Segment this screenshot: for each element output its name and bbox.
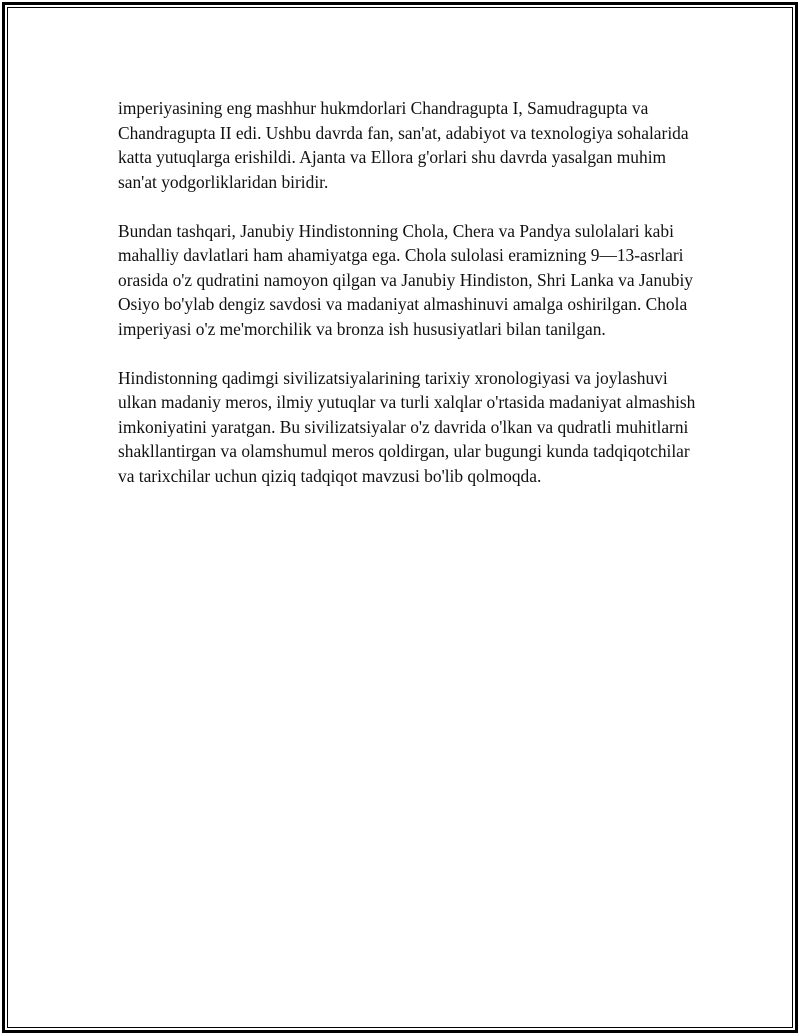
document-body xyxy=(118,96,708,513)
document-page xyxy=(2,2,798,1033)
paragraph-3: Hindistonning qadimgi sivilizatsiyalarining tarixiy xronologiyasi va joylashuvi ulkan madaniy meros, ilmiy yutuqlar va turli xalqlar o'rtasida madaniyat almashish imkoniyatini yaratgan. Bu sivilizatsiyalar o'z davrida o'lkan va qudratli muhitlarni shakllantirgan va olamshumul meros qoldirgan, ular bugungi kunda tadqiqotchilar va tarixchilar uchun qiziq tadqiqot mavzusi bo'lib qolmoqda. xyxy=(118,367,696,486)
paragraph-2: Bundan tashqari, Janubiy Hindistonning Chola, Chera va Pandya sulolalari kabi mahalliy davlatlari ham ahamiyatga ega. Chola sulolasi eramizning 9—13-asrlari orasida o'z qudratini namoyon qilgan va Janubiy Hindiston, Shri Lanka va Janubiy Osiyo bo'ylab dengiz savdosi va madaniyat almashinuvi amalga oshirilgan. Chola imperiyasi o'z me'morchilik va bronza ish hususiyatlari bilan tanilgan. xyxy=(118,220,693,339)
paragraph-1: imperiyasining eng mashhur hukmdorlari Chandragupta I, Samudragupta va Chandragupta II edi. Ushbu davrda fan, san'at, adabiyot va texnologiya sohalarida katta yutuqlarga erishildi. Ajanta va Ellora g'orlari shu davrda yasalgan muhim san'at yodgorliklaridan biridir. xyxy=(118,98,689,192)
